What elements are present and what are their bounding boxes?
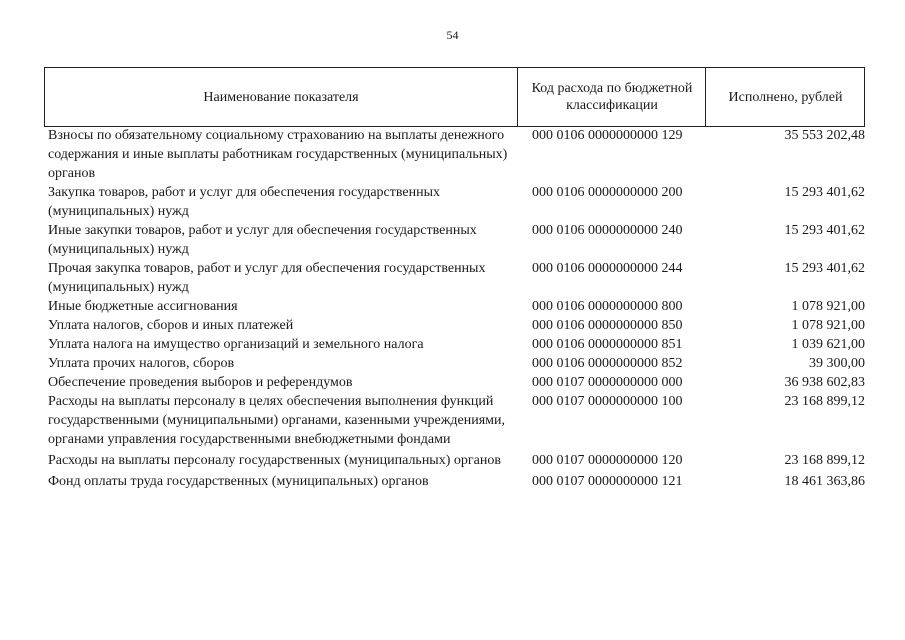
table-row xyxy=(44,335,865,354)
row-name: Расходы на выплаты персоналу государственных (муниципальных) органов xyxy=(48,453,501,468)
row-name: Иные закупки товаров, работ и услуг для обеспечения государственных (муниципальных) нужд xyxy=(48,223,477,257)
table-row xyxy=(44,354,865,373)
row-code: 000 0106 0000000000 850 xyxy=(532,318,683,333)
row-name: Уплата прочих налогов, сборов xyxy=(48,356,235,371)
table-row xyxy=(44,297,865,316)
row-code: 000 0107 0000000000 100 xyxy=(532,394,683,409)
row-code: 000 0106 0000000000 240 xyxy=(532,223,683,238)
row-name: Уплата налогов, сборов и иных платежей xyxy=(48,318,294,333)
table-header xyxy=(44,67,865,127)
table-row xyxy=(44,126,865,183)
row-name: Фонд оплаты труда государственных (муниципальных) органов xyxy=(48,474,429,489)
row-amount: 15 293 401,62 xyxy=(784,261,865,276)
row-code: 000 0107 0000000000 000 xyxy=(532,375,683,390)
row-code: 000 0106 0000000000 800 xyxy=(532,299,683,314)
row-amount: 23 168 899,12 xyxy=(784,394,865,409)
row-name: Закупка товаров, работ и услуг для обеспечения государственных (муниципальных) нужд xyxy=(48,185,441,219)
table-row xyxy=(44,472,865,491)
header-code: Код расхода по бюджетной классификации xyxy=(517,68,706,126)
table-row xyxy=(44,316,865,335)
table-row xyxy=(44,451,865,470)
header-name: Наименование показателя xyxy=(203,89,359,105)
row-code: 000 0107 0000000000 120 xyxy=(532,453,683,468)
row-amount: 15 293 401,62 xyxy=(784,223,865,238)
row-code: 000 0106 0000000000 129 xyxy=(532,128,683,143)
row-code: 000 0106 0000000000 244 xyxy=(532,261,683,276)
row-name: Уплата налога на имущество организаций и земельного налога xyxy=(48,337,424,352)
row-amount: 36 938 602,83 xyxy=(784,375,865,390)
table-row xyxy=(44,373,865,392)
row-code: 000 0106 0000000000 852 xyxy=(532,356,683,371)
row-code: 000 0106 0000000000 851 xyxy=(532,337,683,352)
row-amount: 15 293 401,62 xyxy=(784,185,865,200)
page-number: 54 xyxy=(446,28,459,42)
table-body xyxy=(44,126,865,491)
row-amount: 1 039 621,00 xyxy=(791,337,865,352)
row-name: Иные бюджетные ассигнования xyxy=(48,299,238,314)
row-amount: 35 553 202,48 xyxy=(784,128,865,143)
row-code: 000 0106 0000000000 200 xyxy=(532,185,683,200)
table-row xyxy=(44,221,865,259)
table-row xyxy=(44,259,865,297)
row-code: 000 0107 0000000000 121 xyxy=(532,474,683,489)
table-row xyxy=(44,183,865,221)
row-amount: 1 078 921,00 xyxy=(791,318,865,333)
row-name: Расходы на выплаты персоналу в целях обеспечения выполнения функций государственными (муниципальными) органами, казенными учреждениями, органами управления государственными внебюджетными фондами xyxy=(48,394,505,447)
header-amount: Исполнено, рублей xyxy=(705,68,865,126)
row-amount: 1 078 921,00 xyxy=(791,299,865,314)
row-amount: 23 168 899,12 xyxy=(784,453,865,468)
row-name: Взносы по обязательному социальному страхованию на выплаты денежного содержания и иные выплаты работникам государственных (муниципальных) органов xyxy=(48,128,508,181)
row-amount: 18 461 363,86 xyxy=(784,474,865,489)
row-name: Обеспечение проведения выборов и референдумов xyxy=(48,375,353,390)
table-row xyxy=(44,392,865,449)
row-name: Прочая закупка товаров, работ и услуг для обеспечения государственных (муниципальных) нужд xyxy=(48,261,486,295)
row-amount: 39 300,00 xyxy=(809,356,865,371)
